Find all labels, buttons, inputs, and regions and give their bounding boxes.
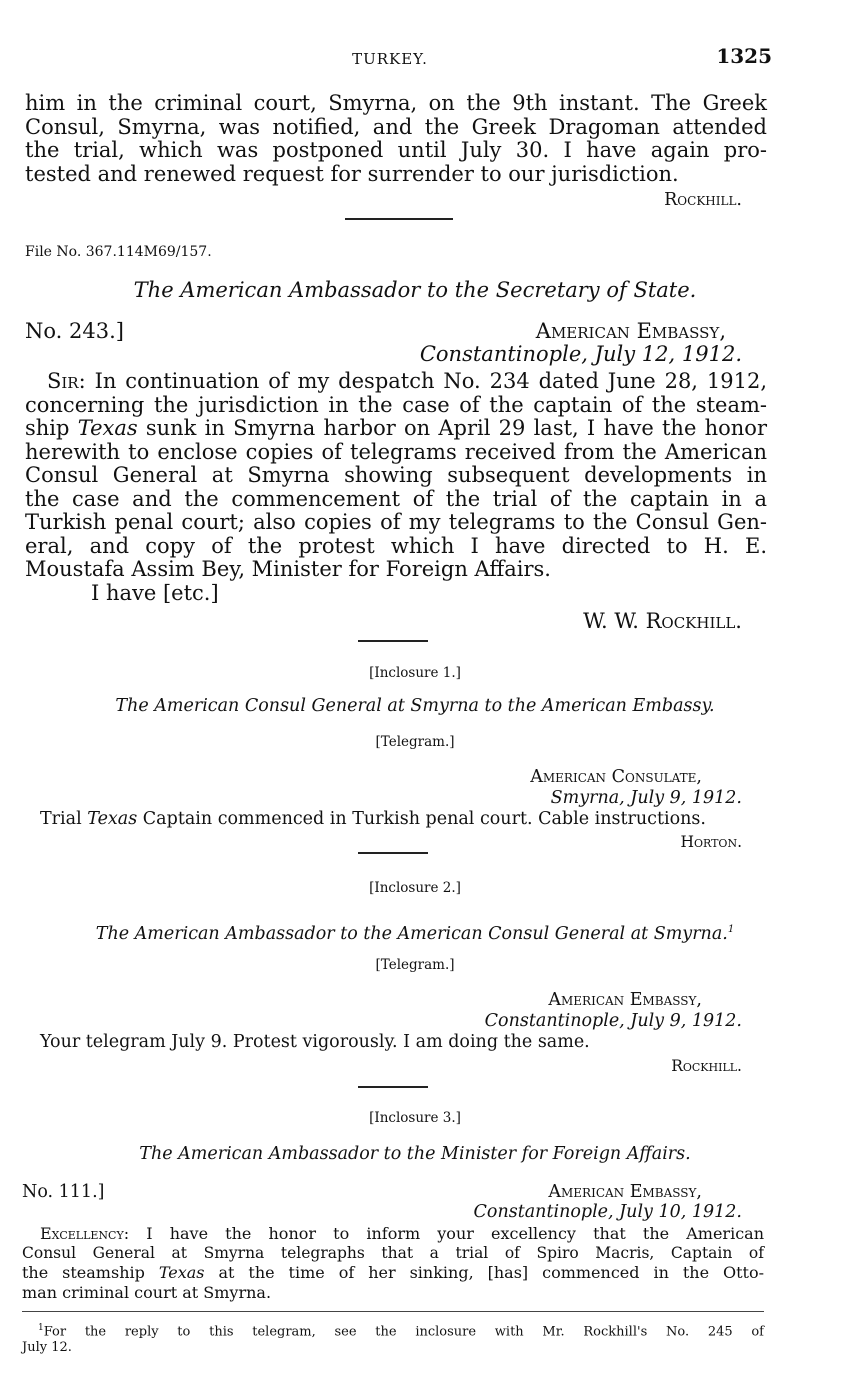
ship-name: Texas: [77, 416, 138, 440]
ship-name: Texas: [87, 809, 138, 829]
text-line: the trial, which was postponed until July 30. I have again pro-: [25, 138, 767, 162]
text-line: the steamship Texas at the time of her sinking, [has] commenced in the Otto-: [22, 1263, 765, 1282]
footnote-marker: 1: [727, 924, 735, 935]
salutation: Sir:: [47, 369, 86, 393]
text-line: Turkish penal court; also copies of my telegrams to the Consul Gen-: [25, 510, 767, 534]
sender-place: American Embassy,: [535, 319, 726, 343]
text-line: Consul, Smyrna, was notified, and the Greek Dragoman attended: [25, 114, 767, 139]
letter-body: [25, 370, 767, 605]
inclosure-heading: The American Consul General at Smyrna to the American Embassy.: [115, 696, 715, 716]
text-line: July 12.: [22, 1340, 72, 1356]
text-line: the case and the commencement of the trial of the captain in a: [25, 486, 767, 511]
section-divider: [358, 852, 428, 854]
inclosure-label: [Inclosure 2.]: [369, 880, 461, 896]
letter-heading: The American Ambassador to the Secretary of State.: [133, 278, 697, 302]
footnote: [22, 1320, 764, 1356]
despatch-number: No. 243.]: [25, 319, 124, 343]
note-number: No. 111.]: [22, 1182, 105, 1202]
telegram-label: [Telegram.]: [375, 734, 455, 750]
footnote-divider: [22, 1311, 764, 1312]
signature: Rockhill.: [664, 190, 742, 210]
dateline: Smyrna, July 9, 1912.: [550, 788, 742, 808]
closing: I have [etc.]: [91, 580, 219, 605]
text-line: Moustafa Assim Bey, Minister for Foreign Affairs.: [25, 557, 551, 581]
inclosure-label: [Inclosure 3.]: [369, 1110, 461, 1126]
signature: Horton.: [680, 833, 742, 851]
continued-paragraph: [25, 92, 767, 186]
text-line: eral, and copy of the protest which I have directed to H. E.: [25, 533, 767, 558]
section-divider: [358, 1086, 428, 1088]
note-body: [22, 1224, 764, 1302]
file-number: File No. 367.114M69/157.: [25, 244, 212, 260]
signature: W. W. Rockhill.: [583, 609, 742, 633]
text-line: Consul General at Smyrna showing subsequent developments in: [25, 463, 767, 487]
text-line: him in the criminal court, Smyrna, on the 9th instant. The Greek: [25, 91, 767, 115]
page-number: 1325: [716, 44, 772, 68]
inclosure-label: [Inclosure 1.]: [369, 665, 461, 681]
sender-place: American Consulate,: [530, 767, 702, 787]
section-divider: [358, 640, 428, 642]
text-line: Excellency: I have the honor to inform your excellency that the American: [40, 1224, 765, 1243]
dateline: Constantinople, July 12, 1912.: [419, 342, 742, 366]
text-line: ship Texas sunk in Smyrna harbor on April 29 last, I have the honor: [25, 416, 767, 440]
dateline: Constantinople, July 9, 1912.: [484, 1011, 742, 1031]
text-line: man criminal court at Smyrna.: [22, 1282, 272, 1302]
inclosure-heading: The American Ambassador to the American Consul General at Smyrna.$^1$: [95, 923, 735, 944]
dateline: Constantinople, July 10, 1912.: [473, 1202, 742, 1222]
signature: Rockhill.: [671, 1057, 742, 1075]
inclosure-heading: The American Ambassador to the Minister for Foreign Affairs.: [139, 1144, 691, 1164]
ship-name: Texas: [158, 1263, 205, 1282]
sender-place: American Embassy,: [548, 1182, 702, 1202]
text-line: Consul General at Smyrna telegraphs that a trial of Spiro Macris, Captain of: [22, 1243, 764, 1262]
running-header: TURKEY.: [352, 50, 428, 68]
section-divider: [345, 218, 453, 220]
text-line: $^1$For the reply to this telegram, see the inclosure with Mr. Rockhill's No. 245 of: [38, 1323, 764, 1340]
telegram-label: [Telegram.]: [375, 957, 455, 973]
text-line: tested and renewed request for surrender to our jurisdiction.: [25, 161, 679, 186]
text-line: Sir: In continuation of my despatch No. 234 dated June 28, 1912,: [47, 369, 767, 393]
sender-place: American Embassy,: [548, 990, 702, 1010]
text-line: herewith to enclose copies of telegrams received from the American: [25, 439, 767, 464]
text-line: concerning the jurisdiction in the case of the captain of the steam-: [25, 392, 767, 417]
telegram-text: Your telegram July 9. Protest vigorously. I am doing the same.: [40, 1032, 590, 1052]
salutation: Excellency:: [40, 1224, 130, 1243]
footnote-marker: 1: [38, 1323, 44, 1333]
telegram-text: Trial Texas Captain commenced in Turkish penal court. Cable instructions.: [40, 809, 706, 829]
